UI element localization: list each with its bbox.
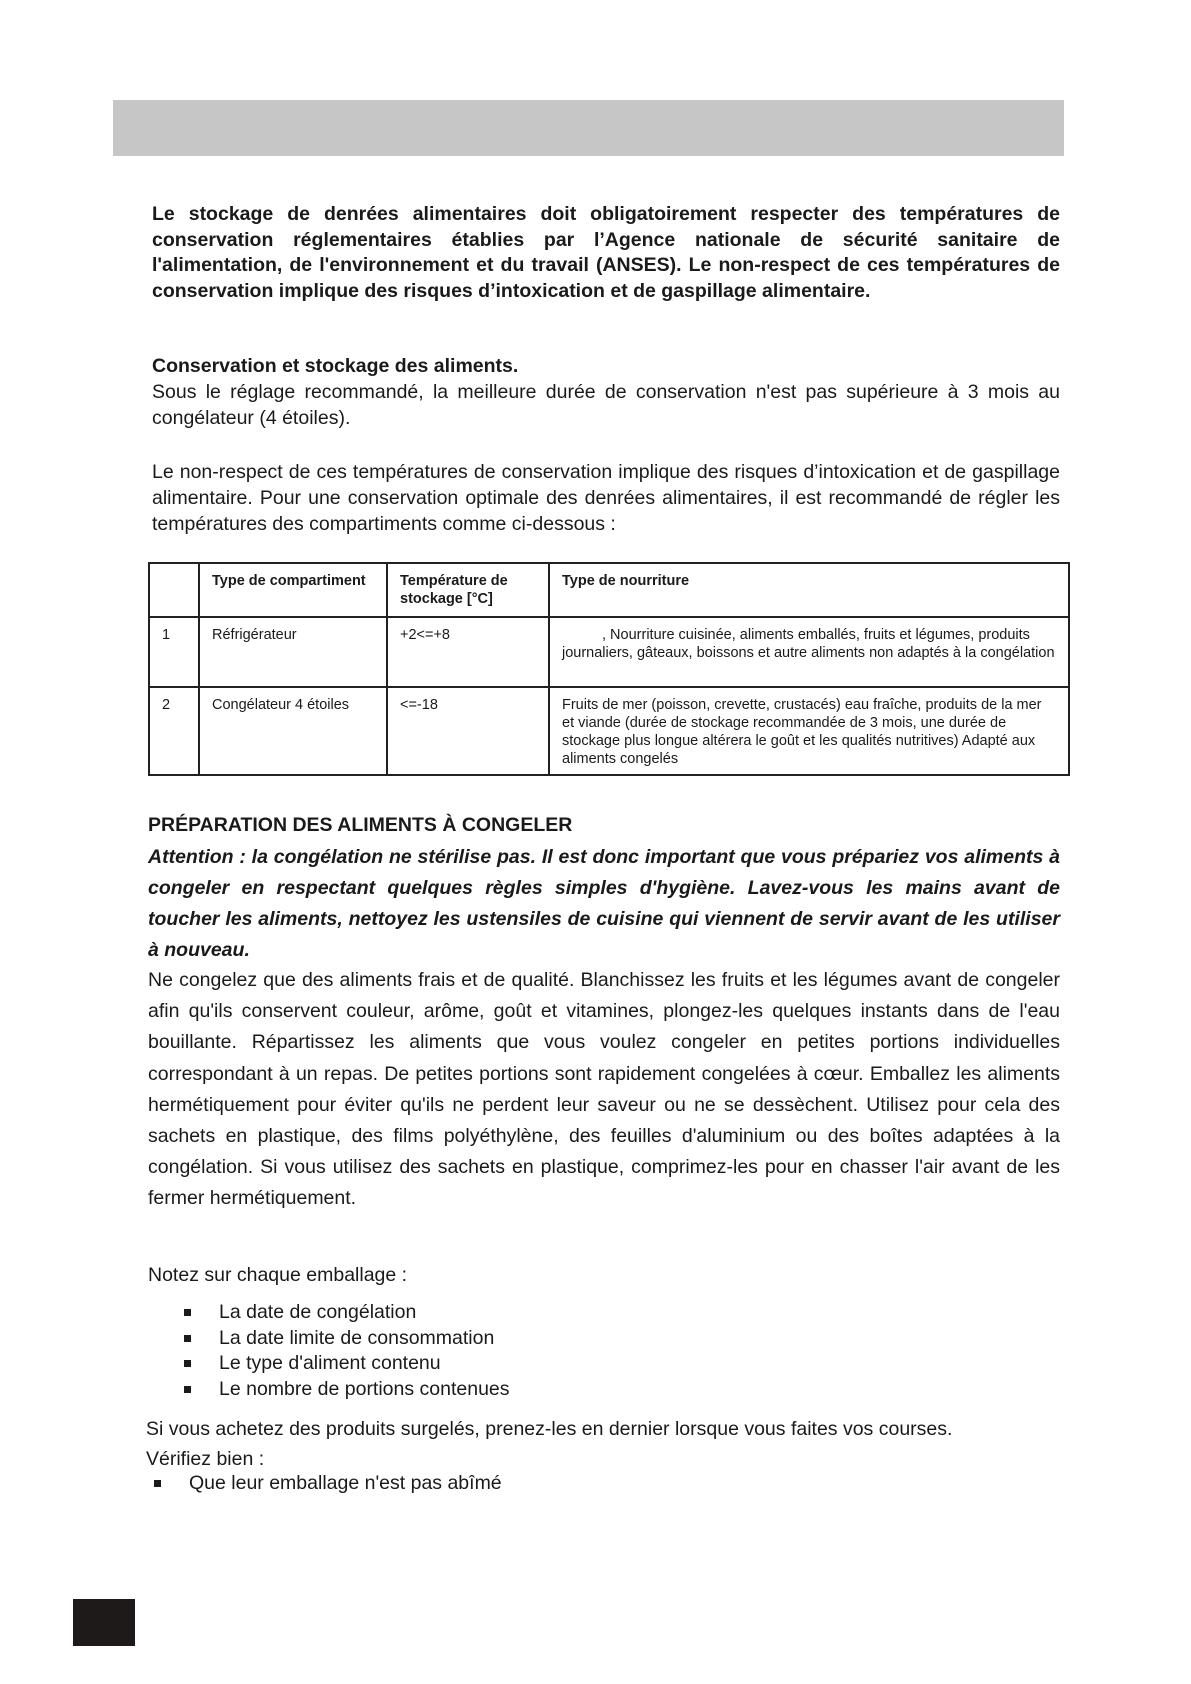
bullet-square-icon [184,1309,191,1316]
list-item [184,1377,510,1403]
table-header-row [149,563,1069,617]
row-temperature: +2<=+8 [387,617,549,687]
verify-title: Vérifiez bien : [146,1448,265,1470]
preparation-title: PRÉPARATION DES ALIMENTS À CONGELER [148,814,573,836]
header-storage-temperature: Température de stockage [°C] [387,563,549,617]
header-number [149,563,199,617]
row-food: Fruits de mer (poisson, crevette, crustacés) eau fraîche, produits de la mer et viande (durée de stockage recommandée de 3 mois, une durée de stockage plus longue altérera le goût et les qualités nutritives) Adapté aux aliments congelés [549,687,1069,775]
row-number: 1 [149,617,199,687]
row-food: , Nourriture cuisinée, aliments emballés, fruits et légumes, produits journaliers, gâteaux, boissons et autre aliments non adaptés à la congélation [549,617,1069,687]
table-row [149,687,1069,775]
labels-title: Notez sur chaque emballage : [148,1264,408,1286]
list-item-text: Le nombre de portions contenues [219,1377,510,1400]
list-item-text: La date de congélation [219,1301,417,1323]
preparation-body: Ne congelez que des aliments frais et de qualité. Blanchissez les fruits et les légumes avant de congeler afin qu'ils conservent couleur, arôme, goût et vitamines, plongez-les quelques instants dans de l'eau bouillante. Répartissez les aliments que vous voulez congeler en petites portions individuelles correspondant à un repas. De petites portions sont rapidement congelées à cœur. Emballez les aliments hermétiquement pour éviter qu'ils ne perdent leur saveur ou ne se dessèchent. Utilisez pour cela des sachets en plastique, des films polyéthylène, des feuilles d'aluminium ou des boîtes adaptées à la congélation. Si vous utilisez des sachets en plastique, comprimez-les pour en chasser l'air avant de les fermer hermétiquement. [148,969,1060,1210]
list-item [184,1300,510,1326]
list-item [184,1351,510,1377]
row-temperature: <=-18 [387,687,549,775]
storage-temperature-table [148,562,1070,776]
row-compartment: Réfrigérateur [199,617,387,687]
row-compartment: Congélateur 4 étoiles [199,687,387,775]
header-food-type: Type de nourriture [549,563,1069,617]
conservation-body: Sous le réglage recommandé, la meilleure durée de conservation n'est pas supérieure à 3 mois au congélateur (4 étoiles). [152,381,1060,429]
header-compartment-type: Type de compartiment [199,563,387,617]
list-item-text: La date limite de consommation [219,1326,495,1349]
preparation-warning: Attention : la congélation ne stérilise pas. Il est donc important que vous prépariez vos aliments à congeler en respectant quelques règles simples d'hygiène. Lavez-vous les mains avant de toucher les aliments, nettoyez les ustensiles de cuisine qui viennent de servir avant de les utiliser à nouveau. [148,846,1060,961]
non-respect-paragraph: Le non-respect de ces températures de conservation implique des risques d’intoxication et de gaspillage alimentaire. Pour une conservation optimale des denrées alimentaires, il est recommandé de régler les températures des compartiments comme ci-dessous : [152,461,1060,535]
verify-list [154,1471,502,1497]
purchase-paragraph: Si vous achetez des produits surgelés, prenez-les en dernier lorsque vous faites vos courses. [146,1418,953,1440]
labels-list [184,1300,510,1402]
bullet-square-icon [154,1480,161,1487]
table-row [149,617,1069,687]
list-item [184,1326,510,1352]
page-number-box [73,1599,135,1646]
intro-paragraph: Le stockage de denrées alimentaires doit obligatoirement respecter des températures de conservation réglementaires établies par l’Agence nationale de sécurité sanitaire de l'alimentation, de l'environnement et du travail (ANSES). Le non-respect de ces températures de conservation implique des risques d’intoxication et de gaspillage alimentaire. [152,203,1060,302]
list-item-text: Le type d'aliment contenu [219,1352,441,1374]
list-item [154,1471,502,1497]
header-bar [113,100,1064,156]
row-number: 2 [149,687,199,775]
conservation-title: Conservation et stockage des aliments. [152,355,519,377]
bullet-square-icon [184,1360,191,1367]
bullet-square-icon [184,1386,191,1393]
bullet-square-icon [184,1335,191,1342]
list-item-text: Que leur emballage n'est pas abîmé [189,1472,502,1494]
